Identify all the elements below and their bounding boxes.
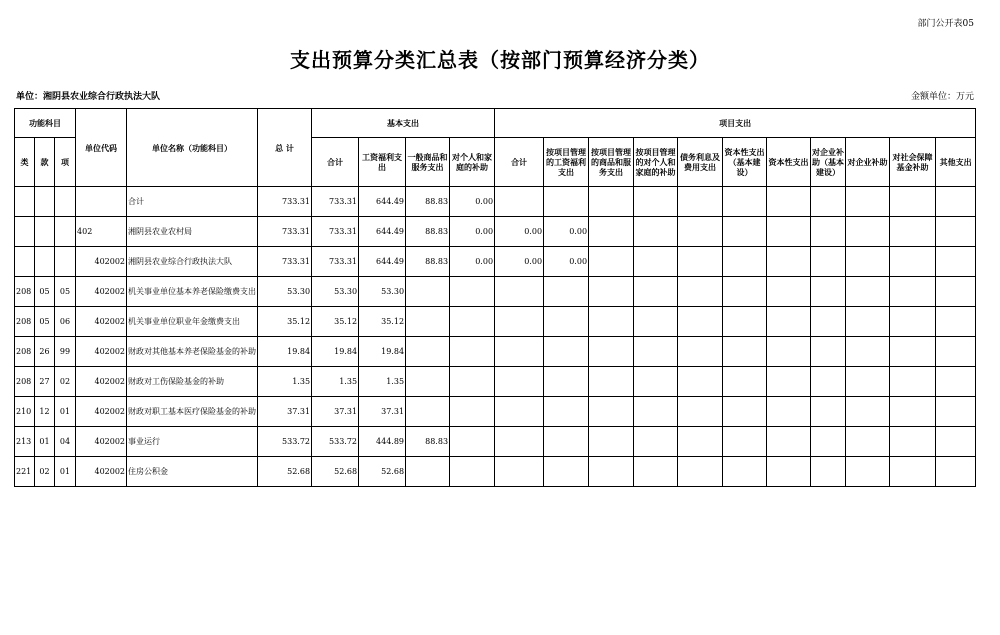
cell-kuan: 01 [35, 427, 55, 457]
cell-basic-personal: 0.00 [450, 247, 495, 277]
cell-basic-personal [450, 307, 495, 337]
cell-total: 733.31 [258, 187, 312, 217]
cell-empty [678, 187, 723, 217]
cell-empty [634, 397, 678, 427]
cell-basic-wage: 53.30 [359, 277, 406, 307]
cell-unit-name: 财政对工伤保险基金的补助 [127, 367, 258, 397]
cell-empty [589, 427, 634, 457]
cell-empty [890, 277, 936, 307]
table-row [15, 217, 976, 247]
cell-empty [811, 457, 846, 487]
cell-total: 19.84 [258, 337, 312, 367]
cell-empty [767, 187, 811, 217]
header-xiang: 项 [55, 138, 76, 187]
cell-unit-name: 合计 [127, 187, 258, 217]
cell-basic-goods [406, 397, 450, 427]
cell-basic-goods [406, 367, 450, 397]
cell-empty [767, 277, 811, 307]
cell-unit-code: 402002 [76, 247, 127, 277]
header-proj-goods: 按项目管理的商品和服务支出 [589, 138, 634, 187]
cell-basic-wage: 644.49 [359, 217, 406, 247]
cell-proj-total [495, 457, 544, 487]
cell-empty [634, 247, 678, 277]
header-proj-other: 其他支出 [936, 138, 976, 187]
cell-kuan: 26 [35, 337, 55, 367]
cell-empty [811, 337, 846, 367]
cell-empty [678, 277, 723, 307]
cell-basic-goods: 88.83 [406, 427, 450, 457]
header-unit-code: 单位代码 [76, 109, 127, 187]
cell-unit-code: 402002 [76, 307, 127, 337]
cell-proj-wage [544, 277, 589, 307]
header-proj-personal: 按项目管理的对个人和家庭的补助 [634, 138, 678, 187]
cell-empty [767, 367, 811, 397]
cell-kuan: 05 [35, 307, 55, 337]
cell-total: 35.12 [258, 307, 312, 337]
cell-empty [634, 427, 678, 457]
cell-empty [890, 367, 936, 397]
cell-empty [936, 307, 976, 337]
cell-empty [767, 457, 811, 487]
cell-empty [723, 187, 767, 217]
cell-lei: 208 [15, 307, 35, 337]
header-proj-enterprise-basic: 对企业补助（基本建设） [811, 138, 846, 187]
cell-basic-personal [450, 457, 495, 487]
header-basic: 基本支出 [312, 109, 495, 138]
table-row [15, 367, 976, 397]
cell-xiang: 99 [55, 337, 76, 367]
cell-empty [936, 397, 976, 427]
cell-proj-total [495, 307, 544, 337]
cell-proj-total [495, 277, 544, 307]
cell-empty [846, 337, 890, 367]
cell-empty [678, 457, 723, 487]
cell-lei: 221 [15, 457, 35, 487]
table-row [15, 337, 976, 367]
cell-lei [15, 187, 35, 217]
cell-empty [846, 247, 890, 277]
cell-empty [811, 247, 846, 277]
cell-total: 37.31 [258, 397, 312, 427]
cell-unit-name: 事业运行 [127, 427, 258, 457]
cell-empty [767, 337, 811, 367]
header-proj-enterprise: 对企业补助 [846, 138, 890, 187]
cell-basic-personal: 0.00 [450, 187, 495, 217]
cell-xiang [55, 247, 76, 277]
cell-lei [15, 247, 35, 277]
cell-unit-name: 湘阴县农业综合行政执法大队 [127, 247, 258, 277]
header-kuan: 款 [35, 138, 55, 187]
cell-basic-personal [450, 427, 495, 457]
table-row [15, 457, 976, 487]
cell-proj-total: 0.00 [495, 217, 544, 247]
cell-proj-total [495, 427, 544, 457]
cell-unit-code: 402002 [76, 277, 127, 307]
table-row [15, 427, 976, 457]
cell-empty [678, 397, 723, 427]
cell-xiang: 01 [55, 397, 76, 427]
cell-basic-personal: 0.00 [450, 217, 495, 247]
cell-empty [589, 307, 634, 337]
cell-unit-name: 财政对职工基本医疗保险基金的补助 [127, 397, 258, 427]
cell-proj-wage [544, 427, 589, 457]
cell-empty [634, 307, 678, 337]
cell-basic-total: 733.31 [312, 217, 359, 247]
cell-basic-goods: 88.83 [406, 217, 450, 247]
cell-basic-personal [450, 397, 495, 427]
table-row [15, 277, 976, 307]
cell-empty [846, 277, 890, 307]
cell-basic-total: 35.12 [312, 307, 359, 337]
cell-unit-name: 财政对其他基本养老保险基金的补助 [127, 337, 258, 367]
cell-empty [723, 277, 767, 307]
cell-empty [589, 277, 634, 307]
cell-basic-total: 733.31 [312, 247, 359, 277]
cell-total: 1.35 [258, 367, 312, 397]
cell-empty [589, 457, 634, 487]
cell-total: 52.68 [258, 457, 312, 487]
cell-kuan [35, 247, 55, 277]
header-proj-capital-basic: 资本性支出（基本建设） [723, 138, 767, 187]
header-proj-capital: 资本性支出 [767, 138, 811, 187]
cell-empty [589, 337, 634, 367]
cell-total: 733.31 [258, 247, 312, 277]
cell-unit-code: 402002 [76, 457, 127, 487]
cell-empty [811, 217, 846, 247]
cell-empty [723, 307, 767, 337]
cell-unit-code: 402002 [76, 367, 127, 397]
cell-unit-code: 402002 [76, 397, 127, 427]
cell-empty [678, 217, 723, 247]
cell-basic-total: 733.31 [312, 187, 359, 217]
cell-empty [936, 367, 976, 397]
cell-proj-total [495, 397, 544, 427]
cell-proj-wage [544, 337, 589, 367]
cell-proj-wage [544, 307, 589, 337]
cell-lei: 213 [15, 427, 35, 457]
cell-proj-total [495, 187, 544, 217]
cell-basic-wage: 444.89 [359, 427, 406, 457]
cell-empty [723, 397, 767, 427]
cell-empty [846, 457, 890, 487]
cell-empty [846, 217, 890, 247]
cell-empty [634, 367, 678, 397]
cell-empty [723, 427, 767, 457]
cell-proj-wage: 0.00 [544, 247, 589, 277]
cell-kuan: 02 [35, 457, 55, 487]
header-unit-name: 单位名称（功能科目） [127, 109, 258, 187]
cell-empty [936, 427, 976, 457]
cell-total: 533.72 [258, 427, 312, 457]
cell-lei: 208 [15, 277, 35, 307]
cell-empty [723, 337, 767, 367]
cell-empty [723, 367, 767, 397]
cell-proj-total [495, 337, 544, 367]
cell-empty [589, 397, 634, 427]
page-title: 支出预算分类汇总表（按部门预算经济分类） [290, 48, 710, 72]
table-row [15, 307, 976, 337]
cell-basic-total: 52.68 [312, 457, 359, 487]
cell-empty [723, 247, 767, 277]
cell-kuan [35, 187, 55, 217]
cell-basic-total: 53.30 [312, 277, 359, 307]
cell-proj-wage [544, 367, 589, 397]
cell-empty [678, 247, 723, 277]
cell-xiang: 05 [55, 277, 76, 307]
header-lei: 类 [15, 138, 35, 187]
cell-empty [767, 427, 811, 457]
cell-unit-name: 湘阴县农业农村局 [127, 217, 258, 247]
cell-proj-total: 0.00 [495, 247, 544, 277]
cell-empty [890, 247, 936, 277]
cell-empty [811, 367, 846, 397]
header-proj-social: 对社会保障基金补助 [890, 138, 936, 187]
cell-empty [811, 307, 846, 337]
cell-lei: 208 [15, 337, 35, 367]
cell-empty [936, 217, 976, 247]
cell-xiang: 02 [55, 367, 76, 397]
cell-basic-personal [450, 277, 495, 307]
cell-empty [634, 457, 678, 487]
cell-kuan: 27 [35, 367, 55, 397]
cell-empty [767, 217, 811, 247]
cell-empty [678, 337, 723, 367]
cell-basic-wage: 19.84 [359, 337, 406, 367]
cell-basic-goods [406, 307, 450, 337]
report-code-label: 部门公开表05 [917, 19, 974, 29]
cell-empty [811, 397, 846, 427]
cell-empty [846, 397, 890, 427]
cell-proj-wage [544, 457, 589, 487]
cell-empty [589, 247, 634, 277]
cell-basic-wage: 644.49 [359, 187, 406, 217]
header-basic-goods: 一般商品和服务支出 [406, 138, 450, 187]
cell-empty [890, 457, 936, 487]
cell-xiang [55, 187, 76, 217]
table-row [15, 187, 976, 217]
cell-empty [678, 307, 723, 337]
budget-table [14, 108, 976, 487]
cell-unit-name: 住房公积金 [127, 457, 258, 487]
cell-kuan [35, 217, 55, 247]
table-row [15, 247, 976, 277]
cell-empty [723, 457, 767, 487]
cell-empty [890, 397, 936, 427]
cell-empty [678, 367, 723, 397]
cell-empty [936, 457, 976, 487]
cell-basic-wage: 35.12 [359, 307, 406, 337]
cell-empty [936, 337, 976, 367]
unit-label: 单位：湘阴县农业综合行政执法大队 [16, 92, 161, 102]
cell-basic-total: 19.84 [312, 337, 359, 367]
cell-empty [589, 367, 634, 397]
cell-lei [15, 217, 35, 247]
cell-unit-code: 402002 [76, 337, 127, 367]
cell-empty [936, 277, 976, 307]
header-basic-total: 合计 [312, 138, 359, 187]
cell-empty [767, 307, 811, 337]
cell-empty [634, 217, 678, 247]
cell-empty [767, 397, 811, 427]
cell-proj-wage [544, 397, 589, 427]
header-proj-total: 合计 [495, 138, 544, 187]
cell-basic-personal [450, 367, 495, 397]
cell-proj-wage [544, 187, 589, 217]
header-proj-wage: 按项目管理的工资福利支出 [544, 138, 589, 187]
cell-basic-goods [406, 277, 450, 307]
cell-xiang: 01 [55, 457, 76, 487]
cell-empty [846, 187, 890, 217]
cell-kuan: 12 [35, 397, 55, 427]
cell-empty [723, 217, 767, 247]
cell-lei: 208 [15, 367, 35, 397]
cell-empty [589, 187, 634, 217]
cell-empty [634, 337, 678, 367]
cell-empty [767, 247, 811, 277]
cell-empty [936, 187, 976, 217]
cell-unit-code: 402002 [76, 427, 127, 457]
header-func-subject: 功能科目 [15, 109, 76, 138]
cell-empty [846, 307, 890, 337]
cell-total: 53.30 [258, 277, 312, 307]
cell-proj-total [495, 367, 544, 397]
money-unit-label: 金额单位：万元 [910, 92, 974, 102]
cell-basic-goods [406, 457, 450, 487]
cell-xiang: 04 [55, 427, 76, 457]
cell-empty [678, 427, 723, 457]
cell-basic-goods [406, 337, 450, 367]
cell-empty [811, 427, 846, 457]
table-row [15, 397, 976, 427]
cell-empty [846, 427, 890, 457]
header-basic-wage: 工资福利支出 [359, 138, 406, 187]
cell-empty [846, 367, 890, 397]
header-total: 总 计 [258, 109, 312, 187]
cell-basic-goods: 88.83 [406, 187, 450, 217]
cell-xiang [55, 217, 76, 247]
cell-empty [890, 217, 936, 247]
cell-empty [589, 217, 634, 247]
cell-total: 733.31 [258, 217, 312, 247]
cell-kuan: 05 [35, 277, 55, 307]
cell-unit-code [76, 187, 127, 217]
cell-empty [811, 187, 846, 217]
cell-empty [890, 307, 936, 337]
cell-empty [634, 277, 678, 307]
cell-unit-name: 机关事业单位基本养老保险缴费支出 [127, 277, 258, 307]
cell-lei: 210 [15, 397, 35, 427]
cell-empty [634, 187, 678, 217]
cell-unit-code: 402 [76, 217, 127, 247]
header-project: 项目支出 [495, 109, 976, 138]
cell-basic-total: 1.35 [312, 367, 359, 397]
cell-basic-wage: 644.49 [359, 247, 406, 277]
header-basic-personal: 对个人和家庭的补助 [450, 138, 495, 187]
cell-xiang: 06 [55, 307, 76, 337]
cell-empty [811, 277, 846, 307]
cell-basic-personal [450, 337, 495, 367]
cell-basic-wage: 52.68 [359, 457, 406, 487]
cell-empty [936, 247, 976, 277]
cell-unit-name: 机关事业单位职业年金缴费支出 [127, 307, 258, 337]
cell-basic-wage: 1.35 [359, 367, 406, 397]
cell-basic-total: 533.72 [312, 427, 359, 457]
header-proj-debt: 债务利息及费用支出 [678, 138, 723, 187]
cell-proj-wage: 0.00 [544, 217, 589, 247]
cell-empty [890, 337, 936, 367]
cell-basic-goods: 88.83 [406, 247, 450, 277]
cell-basic-wage: 37.31 [359, 397, 406, 427]
cell-basic-total: 37.31 [312, 397, 359, 427]
cell-empty [890, 187, 936, 217]
cell-empty [890, 427, 936, 457]
